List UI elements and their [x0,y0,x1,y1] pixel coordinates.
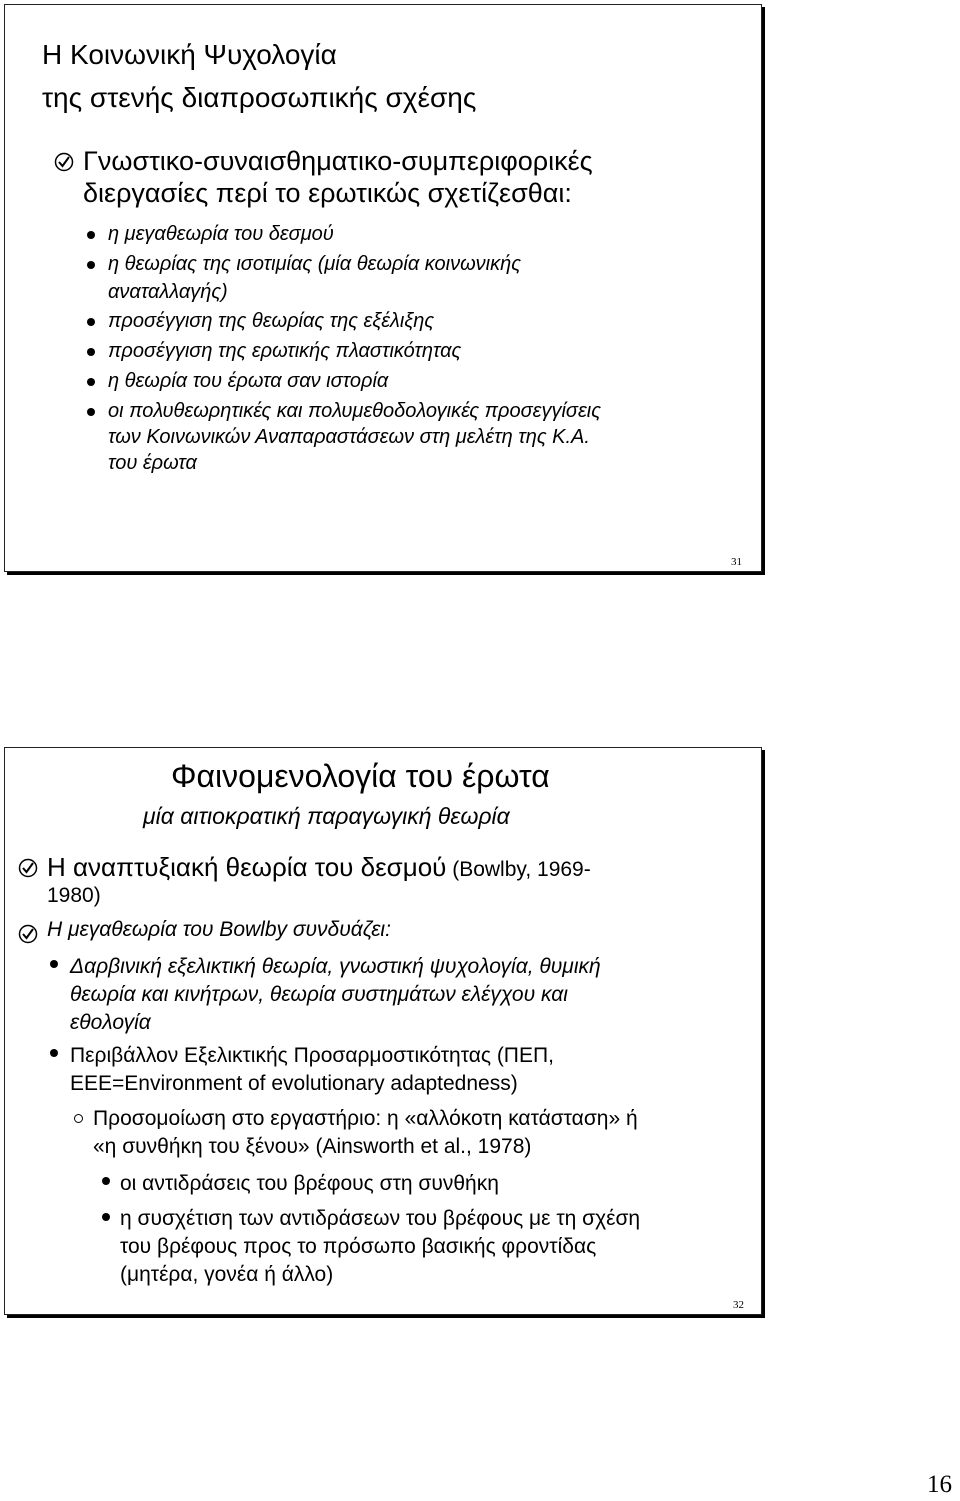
list-item: προσέγγιση της ερωτικής πλαστικότητας [108,340,462,362]
bullet-dot-icon [102,1177,110,1185]
list-item: η θεωρίας της ισοτιμίας (μία θεωρία κοινωνικής [108,253,521,275]
bullet1-main: Η αναπτυξιακή θεωρία του δεσμού [47,852,447,882]
bullet-dot-icon [50,960,58,968]
ring-line1: Προσομοίωση στο εργαστήριο: η «αλλόκοτη κατάσταση» ή [93,1107,638,1130]
bullet-dot-icon [87,378,95,386]
dot2-line3: (μητέρα, γονέα ή άλλο) [120,1263,334,1286]
list-item-cont: αναταλλαγής) [108,281,228,303]
checkbox-bullet-icon [54,152,74,172]
bullet-dot-icon [87,261,95,269]
slide-title-line1: Η Κοινωνική Ψυχολογία [42,39,337,70]
sub2-line2: EEE=Environment of evolutionary adaptedness) [70,1072,518,1095]
slide-number: 31 [731,556,742,568]
dot1: οι αντιδράσεις του βρέφους στη συνθήκη [120,1172,499,1195]
bullet-dot-icon [87,231,95,239]
page-number: 16 [927,1471,952,1498]
bullet1-line1 [47,852,591,883]
ring-bullet-icon [74,1114,83,1123]
sub1-line2: θεωρία και κινήτρων, θεωρία συστημάτων ελέγχου και [70,983,568,1006]
bullet1-citation: (Bowlby, 1969- [446,858,591,881]
bullet-dot-icon [87,348,95,356]
bullet-dot-icon [87,408,95,416]
sub1-line1: Δαρβινική εξελικτική θεωρία, γνωστική ψυχολογία, θυμική [70,955,601,978]
sub1-line3: εθολογία [70,1011,151,1034]
dot2-line1: η συσχέτιση των αντιδράσεων του βρέφους με τη σχέση [120,1207,641,1230]
bullet2: Η μεγαθεωρία του Bowlby συνδυάζει: [47,918,391,941]
list-item: προσέγγιση της θεωρίας της εξέλιξης [108,310,435,332]
slide-title-line2: της στενής διαπροσωπικής σχέσης [42,82,477,113]
sub2-line1: Περιβάλλον Εξελικτικής Προσαρμοστικότητας (ΠΕΠ, [70,1044,554,1067]
slide-subtitle: μία αιτιοκρατική παραγωγική θεωρία [143,803,510,829]
main-bullet-line2: διεργασίες περί το ερωτικώς σχετίζεσθαι: [83,178,572,208]
list-item: η θεωρία του έρωτα σαν ιστορία [108,370,389,392]
checkbox-bullet-icon [18,858,38,878]
list-item-cont: των Κοινωνικών Αναπαραστάσεων στη μελέτη της Κ.Α. [108,426,590,448]
list-item: οι πολυθεωρητικές και πολυμεθοδολογικές προσεγγίσεις [108,400,601,422]
bullet-dot-icon [87,318,95,326]
checkbox-bullet-icon [18,924,38,944]
bullet-dot-icon [102,1213,110,1221]
dot2-line2: του βρέφους προς το πρόσωπο βασικής φροντίδας [120,1235,597,1258]
bullet-dot-icon [50,1049,58,1057]
bullet1-line2: 1980) [47,884,101,907]
slide-32 [4,747,762,1315]
slide-31 [4,4,762,572]
list-item-cont: του έρωτα [108,452,197,474]
slide-number: 32 [733,1299,744,1311]
main-bullet-line1: Γνωστικο-συναισθηματικο-συμπεριφορικές [83,146,593,176]
ring-line2: «η συνθήκη του ξένου» (Ainsworth et al., 1978) [93,1135,532,1158]
list-item: η μεγαθεωρία του δεσμού [108,223,334,245]
slide-title: Φαινομενολογία του έρωτα [171,758,550,794]
